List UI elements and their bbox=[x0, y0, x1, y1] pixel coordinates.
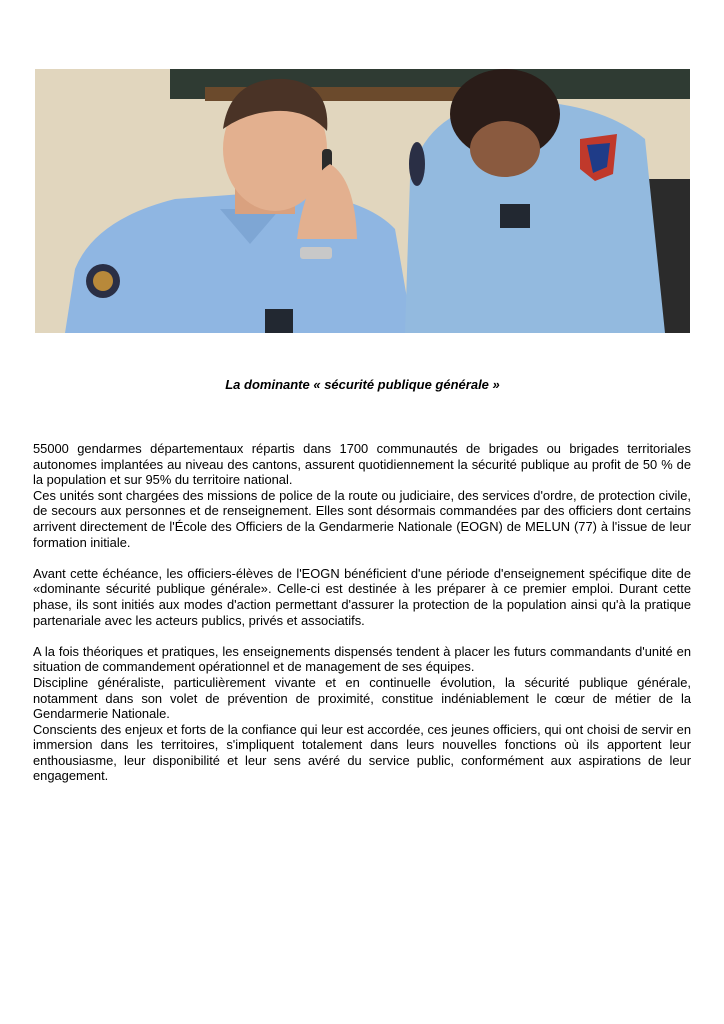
section-caption: La dominante « sécurité publique générale » bbox=[225, 377, 500, 392]
paragraph-gap bbox=[33, 550, 691, 566]
gendarmes-photo bbox=[35, 69, 690, 333]
paragraph-teaching: A la fois théoriques et pratiques, les enseignements dispensés tendent à placer les futurs commandants d'unité en situation de commandement opérationnel et de management de ses équipes. bbox=[33, 643, 691, 675]
paragraph-discipline: Discipline généraliste, particulièrement vivante et en continuelle évolution, la sécurité publique générale, notamment dans son volet de prévention de proximité, constitue indéniablement le cœur de métier de la Gendarmerie Nationale. bbox=[33, 674, 691, 722]
right-rank-tab bbox=[500, 204, 530, 228]
article-body bbox=[33, 441, 691, 784]
paragraph-gap bbox=[33, 628, 691, 644]
paragraph-eogn-training: Avant cette échéance, les officiers-élèves de l'EOGN bénéficient d'une période d'enseignement spécifique dite de «dominante sécurité publique générale». Celle-ci est destinée à les préparer à ce premier emploi. Durant cette phase, ils sont initiés aux modes d'action permettant d'assurer la protection de la population ainsi qu'à la pratique partenariale avec les acteurs publics, privés et associatifs. bbox=[33, 565, 691, 628]
left-sleeve-badge-center bbox=[93, 271, 113, 291]
paragraph-missions: Ces unités sont chargées des missions de police de la route ou judiciaire, des services d'ordre, de protection civile, de secours aux personnes et de renseignement. Elles sont désormais commandées par des officiers dont certains arrivent directement de l'École des Officiers de la Gendarmerie Nationale (EOGN) de MELUN (77) à l'issue de leur formation initiale. bbox=[33, 487, 691, 550]
right-shoulder-badge bbox=[409, 142, 425, 186]
paragraph-intro: 55000 gendarmes départementaux répartis dans 1700 communautés de brigades ou brigades territoriales autonomes implantées au niveau des cantons, assurent quotidiennement la sécurité publique au profit de 50 % de la population et sur 95% du territoire national. bbox=[33, 441, 691, 488]
gendarmes-photo-illustration bbox=[35, 69, 690, 333]
wristwatch bbox=[300, 247, 332, 259]
right-officer-face bbox=[470, 121, 540, 177]
left-rank-tab bbox=[265, 309, 293, 333]
paragraph-conclusion: Conscients des enjeux et forts de la confiance qui leur est accordée, ces jeunes officiers, qui ont choisi de servir en immersion dans les territoires, s'impliquent totalement dans leurs nouvelles fonctions où ils apportent leur enthousiasme, leur disponibilité et leur sens avéré du service public, conformément aux aspirations de leur engagement. bbox=[33, 721, 691, 784]
